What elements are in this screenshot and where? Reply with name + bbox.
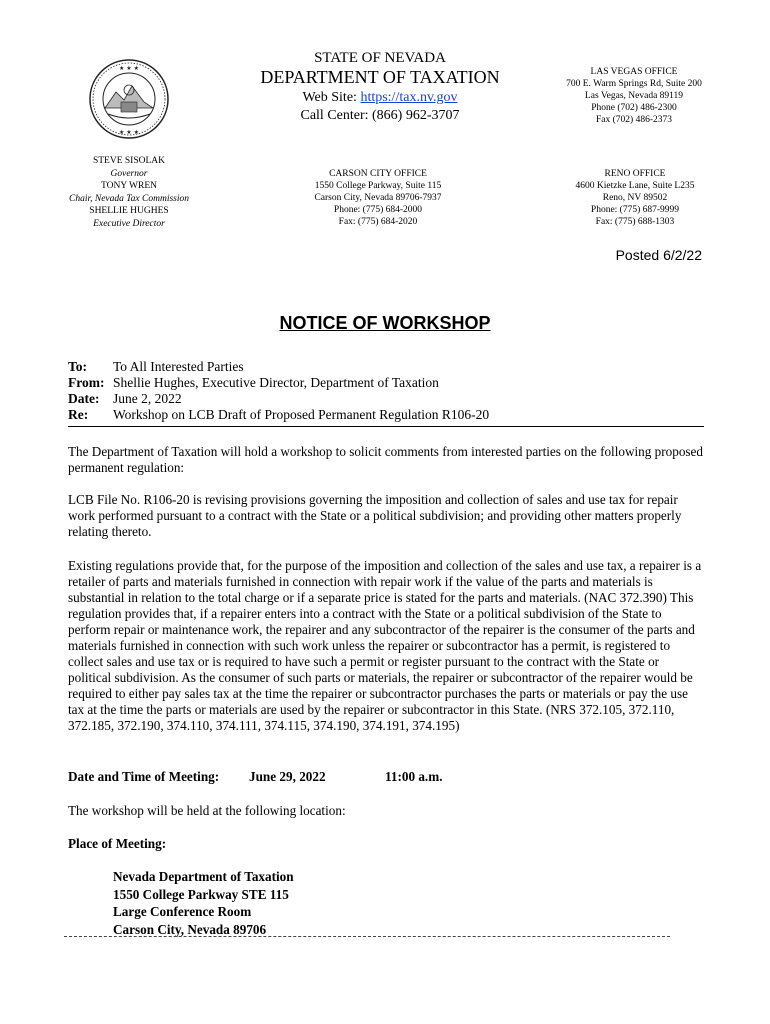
- call-center: Call Center: (866) 962-3707: [300, 108, 460, 123]
- meeting-address: [113, 868, 294, 938]
- memo-row-from: [68, 375, 703, 391]
- office-city: Carson City, Nevada 89706-7937: [314, 193, 442, 203]
- meeting-time: 11:00 a.m.: [385, 769, 443, 784]
- memo-row-re: [68, 407, 703, 423]
- las-vegas-office: [555, 66, 713, 126]
- office-city: Las Vegas, Nevada 89119: [584, 91, 684, 101]
- memo-key: From:: [68, 375, 105, 390]
- place-label: Place of Meeting:: [68, 836, 167, 851]
- office-phone: Phone: (775) 684-2000: [333, 205, 423, 215]
- address-line: 1550 College Parkway STE 115: [113, 886, 289, 902]
- website-line: [230, 90, 530, 106]
- office-heading: CARSON CITY OFFICE: [329, 169, 427, 179]
- website-link[interactable]: https://tax.nv.gov: [360, 90, 458, 105]
- official-title: Governor: [110, 168, 148, 179]
- office-heading: RENO OFFICE: [604, 169, 666, 179]
- office-fax: Fax: (775) 684-2020: [338, 217, 418, 227]
- official-name: SHELLIE HUGHES: [89, 206, 169, 216]
- state-name: STATE OF NEVADA: [314, 50, 446, 66]
- location-intro: The workshop will be held at the following location:: [68, 803, 346, 818]
- carson-city-office: [293, 168, 463, 228]
- memo-header: [68, 359, 703, 423]
- memo-key: To:: [68, 359, 88, 374]
- address-line: Nevada Department of Taxation: [113, 869, 294, 884]
- meeting-date: June 29, 2022: [249, 769, 326, 784]
- office-fax: Fax (702) 486-2373: [596, 115, 672, 125]
- office-address: 700 E. Warm Springs Rd, Suite 200: [566, 79, 702, 89]
- svg-text:★ ★ ★: ★ ★ ★: [119, 65, 139, 72]
- memo-key: Re:: [68, 407, 89, 422]
- address-line: Large Conference Room: [113, 904, 252, 919]
- divider: [68, 426, 704, 427]
- regulation-explanation: Existing regulations provide that, for the purpose of the imposition and collection of the sales and use tax, a repairer is a retailer of parts and materials furnished in connection with repair work if the value of the parts and materials is substantial in relation to the total charge or if a separate price is stated for the parts and materials. (NAC 372.390) This regulation provides that, if a repairer enters into a contract with the State or a political subdivision of the State to perform repair or maintenance work, the repairer and any subcontractor of the repairer is the consumer of the parts and materials furnished in connection with such work unless the repairer or subcontractor has a permit, is registered to collect sales and use tax or is required to have such a permit or register pursuant to the contract with the State or political subdivision. As the consumer of such parts or materials, the repairer or subcontractor of the repairer would be required to either pay sales tax at the time the repairer or subcontractor purchases the parts or materials or pay the use tax at the time the parts or materials are used by the repairer or subcontractor in this State. (NRS 372.105, 372.110, 372.185, 372.190, 374.110, 374.111, 374.115, 374.190, 374.191, 374.195): [68, 558, 702, 733]
- office-phone: Phone (702) 486-2300: [591, 103, 677, 113]
- memo-row-date: [68, 391, 703, 407]
- intro-paragraph: The Department of Taxation will hold a workshop to solicit comments from interested parties on the following proposed permanent regulation:: [68, 444, 703, 475]
- memo-value: To All Interested Parties: [113, 359, 244, 374]
- memo-value: Workshop on LCB Draft of Proposed Permanent Regulation R106-20: [113, 407, 490, 422]
- office-fax: Fax: (775) 688-1303: [595, 217, 675, 227]
- memo-value: June 2, 2022: [113, 391, 182, 406]
- address-line: Carson City, Nevada 89706: [113, 921, 267, 937]
- posted-date: Posted 6/2/22: [615, 247, 702, 263]
- official-name: TONY WREN: [100, 181, 158, 191]
- official-title: Chair, Nevada Tax Commission: [69, 193, 189, 204]
- department-name: DEPARTMENT OF TAXATION: [260, 67, 500, 87]
- memo-key: Date:: [68, 391, 100, 406]
- official-name: STEVE SISOLAK: [92, 156, 166, 166]
- svg-text:★ ★ ★: ★ ★ ★: [119, 129, 139, 136]
- page-title-text: NOTICE OF WORKSHOP: [279, 313, 491, 333]
- office-heading: LAS VEGAS OFFICE: [590, 67, 678, 77]
- dashed-separator: [64, 936, 670, 937]
- website-label: Web Site:: [302, 90, 361, 105]
- office-phone: Phone: (775) 687-9999: [590, 205, 680, 215]
- officials-list: [50, 155, 208, 230]
- regulation-summary: LCB File No. R106-20 is revising provisions governing the imposition and collection of sales and use tax for repair work performed pursuant to a contract with the State or a political subdivision; and providing other matters properly relating thereto.: [68, 492, 682, 539]
- memo-value: Shellie Hughes, Executive Director, Department of Taxation: [113, 375, 439, 390]
- official-title: Executive Director: [93, 218, 165, 229]
- office-address: 4600 Kietzke Lane, Suite L235: [575, 181, 695, 191]
- memo-row-to: [68, 359, 703, 375]
- office-address: 1550 College Parkway, Suite 115: [314, 181, 442, 191]
- nevada-state-seal-icon: [88, 58, 170, 140]
- page-title: [0, 313, 770, 334]
- meeting-label: Date and Time of Meeting:: [68, 769, 220, 784]
- reno-office: [560, 168, 710, 228]
- office-city: Reno, NV 89502: [602, 193, 668, 203]
